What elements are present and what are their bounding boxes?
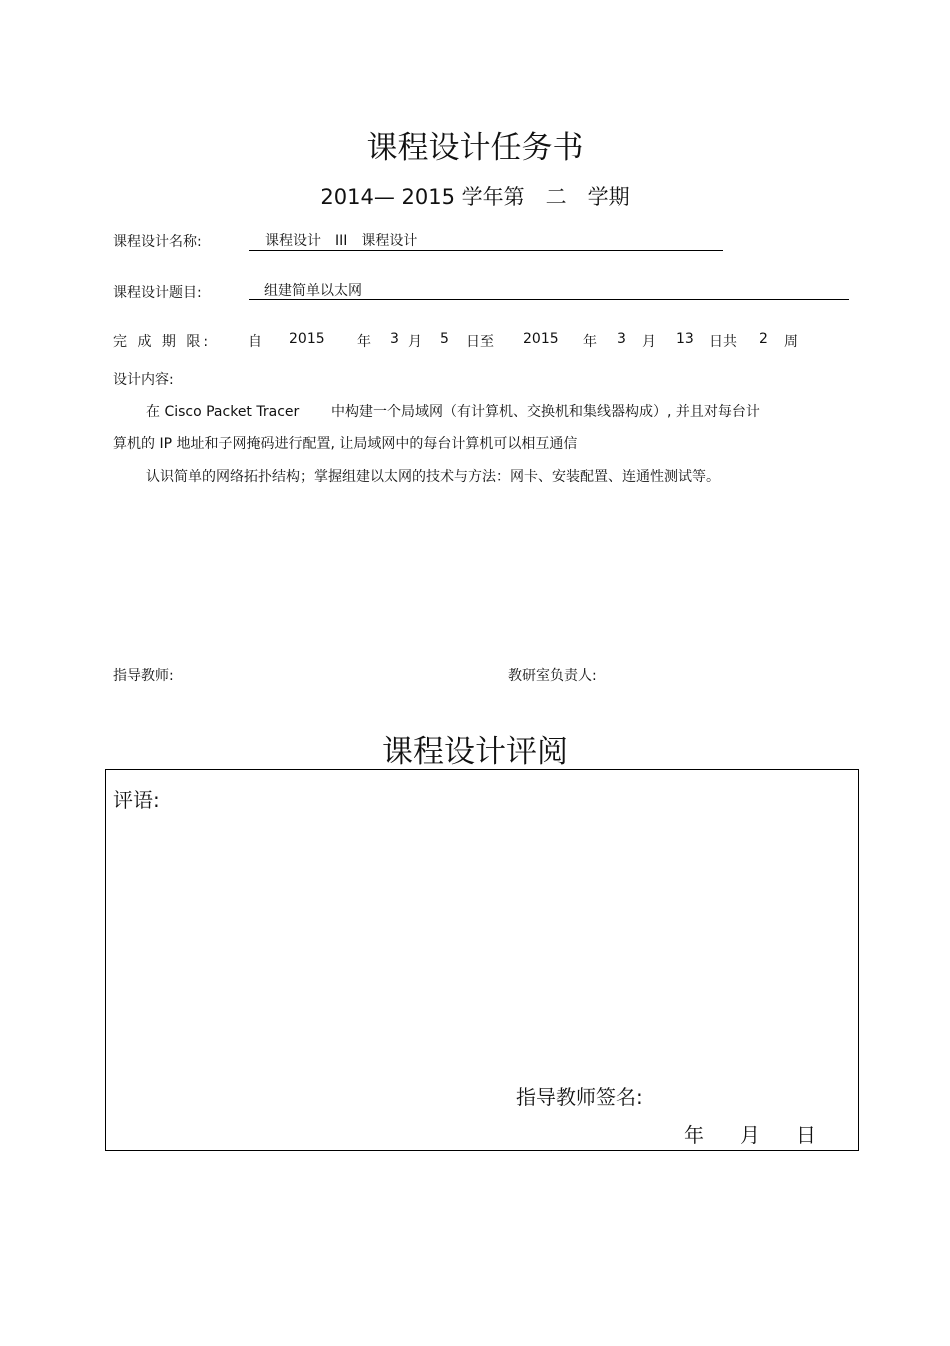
deadline-month-unit-start: 月 (408, 334, 422, 350)
review-date-day: 日 (796, 1123, 816, 1147)
deadline-day-end: 13 (676, 331, 694, 347)
course-topic-label: 课程设计题目: (113, 285, 202, 301)
deadline-day-start: 5 (440, 331, 449, 347)
course-name-field (249, 228, 723, 251)
review-box (105, 769, 859, 1151)
deadline-day-to: 日至 (466, 334, 494, 350)
course-name-value: 课程设计 III 课程设计 (265, 233, 418, 249)
content-line3: 认识简单的网络拓扑结构；掌握组建以太网的技术与方法：网卡、安装配置、连通性测试等。 (146, 469, 720, 485)
deadline-month-start: 3 (390, 331, 399, 347)
review-date-month: 月 (740, 1123, 760, 1147)
page-title: 课程设计任务书 (366, 130, 584, 166)
content-line1-b: 中构建一个局域网（有计算机、交换机和集线器构成）, 并且对每台计 (331, 404, 760, 420)
content-line2: 算机的 IP 地址和子网掩码进行配置, 让局域网中的每台计算机可以相互通信 (113, 436, 578, 452)
course-topic-value: 组建简单以太网 (264, 283, 362, 299)
deadline-year-unit-end: 年 (583, 334, 597, 350)
deadline-weeks: 2 (759, 331, 768, 347)
review-date-year: 年 (684, 1123, 704, 1147)
deadline-month-unit-end: 月 (642, 334, 656, 350)
content-label: 设计内容: (113, 372, 174, 388)
review-title: 课程设计评阅 (382, 734, 568, 770)
content-line1-a: 在 Cisco Packet Tracer (146, 404, 300, 420)
deadline-day-total: 日共 (709, 334, 737, 350)
course-topic-field (249, 277, 849, 300)
course-name-label: 课程设计名称: (113, 234, 202, 250)
deadline-week-unit: 周 (784, 334, 798, 350)
deadline-year-start: 2015 (289, 331, 325, 347)
deadline-from: 自 (248, 334, 262, 350)
comment-label: 评语: (113, 788, 160, 812)
office-head-label: 教研室负责人: (508, 668, 597, 684)
deadline-month-end: 3 (617, 331, 626, 347)
deadline-year-end: 2015 (523, 331, 559, 347)
teacher-sign-label: 指导教师签名: (516, 1085, 643, 1109)
semester-line: 2014— 2015 学年第 二 学期 (320, 185, 630, 209)
teacher-label: 指导教师: (113, 668, 174, 684)
deadline-year-unit-start: 年 (357, 334, 371, 350)
deadline-label: 完 成 期 限: (113, 334, 212, 350)
